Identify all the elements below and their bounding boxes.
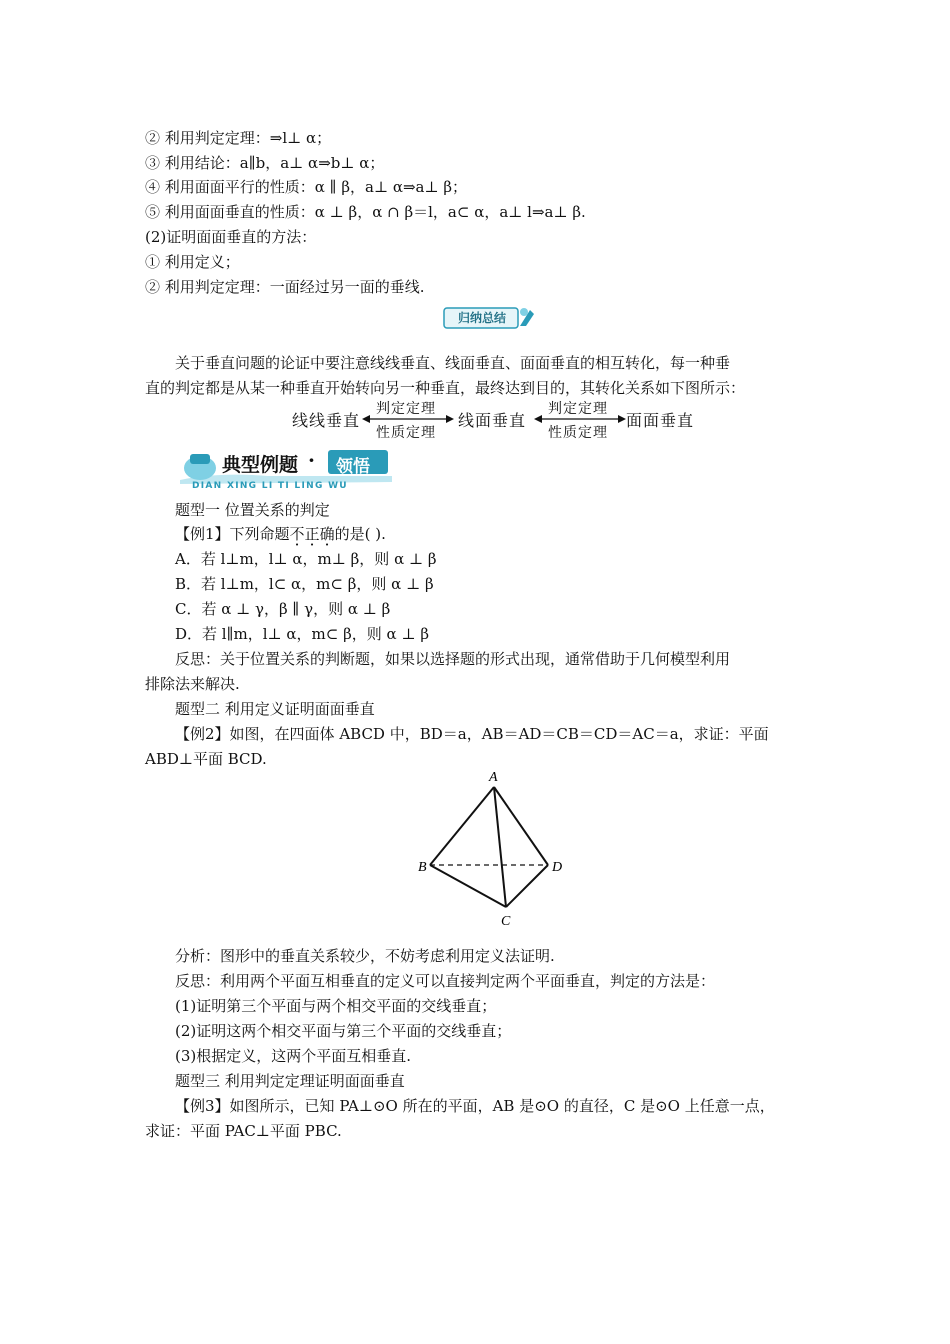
example2-line2: ABD⊥平面 BCD. <box>145 750 267 768</box>
edge-ab <box>430 787 494 865</box>
type3-title: 题型三 利用判定定理证明面面垂直 <box>175 1072 405 1090</box>
summary-text-1: 关于垂直问题的论证中要注意线线垂直、线面垂直、面面垂直的相互转化，每一种垂 <box>175 354 731 372</box>
step-1: (1)证明第三个平面与两个相交平面的交线垂直； <box>175 997 497 1015</box>
step-3: (3)根据定义，这两个平面互相垂直. <box>175 1047 412 1065</box>
example1-option-c: C．若 α ⊥ γ，β ∥ γ，则 α ⊥ β <box>175 600 391 618</box>
example1-tail: 的是( ). <box>334 525 386 543</box>
vertex-label-b: B <box>418 860 427 875</box>
step-2: (2)证明这两个相交平面与第三个平面的交线垂直； <box>175 1022 512 1040</box>
banner-pinyin: DIAN XING LI TI LING WU <box>192 481 348 491</box>
method-line-3: ③ 利用结论：a∥b，a⊥ α⇒b⊥ α； <box>145 154 385 172</box>
emphasis-char-3: 确 <box>319 525 335 543</box>
method-line-4: ④ 利用面面平行的性质：α ∥ β，a⊥ α⇒a⊥ β； <box>145 178 468 196</box>
face-perp-method-heading: (2)证明面面垂直的方法： <box>145 228 317 246</box>
relation-plane-plane: 面面垂直 <box>626 411 695 430</box>
vertex-label-c: C <box>501 914 511 929</box>
summary-text-2: 直的判定都是从某一种垂直开始转向另一种垂直，最终达到目的，其转化关系如下图所示： <box>145 379 746 397</box>
banner-title: 典型例题 <box>222 454 299 476</box>
vertex-label-d: D <box>552 860 563 875</box>
example1-lead: 【例1】下列命题 <box>175 525 290 543</box>
face-method-1: ① 利用定义； <box>145 253 240 271</box>
reflection1-line1: 反思：关于位置关系的判断题，如果以选择题的形式出现，通常借助于几何模型利用 <box>175 650 731 668</box>
example1-stem <box>175 524 386 544</box>
example3-line1: 【例3】如图所示，已知 PA⊥⊙O 所在的平面，AB 是⊙O 的直径，C 是⊙O 上任意一点， <box>175 1097 775 1115</box>
summary-badge-label: 归纳总结 <box>457 310 506 325</box>
summary-badge <box>442 304 538 330</box>
example2-line1: 【例2】如图，在四面体 ABCD 中，BD＝a，AB＝AD＝CB＝CD＝AC＝a，求证：平面 <box>175 725 769 743</box>
relation-label-property-1: 性质定理 <box>376 425 436 441</box>
vertex-label-a: A <box>489 770 498 785</box>
analysis-text: 分析：图形中的垂直关系较少，不妨考虑利用定义法证明. <box>175 947 555 965</box>
method-line-2: ② 利用判定定理：⇒l⊥ α； <box>145 129 332 147</box>
edge-bc <box>430 865 506 907</box>
relation-line-plane: 线面垂直 <box>458 411 527 430</box>
type1-title: 题型一 位置关系的判定 <box>175 501 330 519</box>
example3-line2: 求证：平面 PAC⊥平面 PBC. <box>145 1122 342 1140</box>
relation-line-line: 线线垂直 <box>292 411 361 430</box>
relation-label-property-2: 性质定理 <box>548 425 608 441</box>
perpendicular-relation-diagram <box>290 398 710 442</box>
edge-ac <box>494 787 506 907</box>
method-line-5: ⑤ 利用面面垂直的性质：α ⊥ β，α ∩ β＝l，a⊂ α，a⊥ l⇒a⊥ β. <box>145 203 586 221</box>
relation-label-judge-2: 判定定理 <box>548 401 608 417</box>
emphasis-char-2: 正 <box>304 525 320 543</box>
banner-highlight: 领悟 <box>336 457 370 477</box>
reflection2-text: 反思：利用两个平面互相垂直的定义可以直接判定两个平面垂直，判定的方法是： <box>175 972 716 990</box>
tetrahedron-figure <box>410 765 580 930</box>
relation-label-judge-1: 判定定理 <box>376 401 436 417</box>
reflection1-line2: 排除法来解决. <box>145 675 240 693</box>
banner-dot: · <box>308 448 315 472</box>
double-arrow-2 <box>534 410 626 428</box>
face-method-2: ② 利用判定定理：一面经过另一面的垂线. <box>145 278 425 296</box>
double-arrow-1 <box>362 410 454 428</box>
edge-ad <box>494 787 548 865</box>
type2-title: 题型二 利用定义证明面面垂直 <box>175 700 375 718</box>
emphasis-char-1: 不 <box>289 525 305 543</box>
example1-option-d: D．若 l∥m，l⊥ α，m⊂ β，则 α ⊥ β <box>175 625 429 643</box>
example1-option-a: A．若 l⊥m，l⊥ α，m⊥ β，则 α ⊥ β <box>175 550 437 568</box>
edge-dc <box>506 865 548 907</box>
example1-option-b: B．若 l⊥m，l⊂ α，m⊂ β，则 α ⊥ β <box>175 575 434 593</box>
